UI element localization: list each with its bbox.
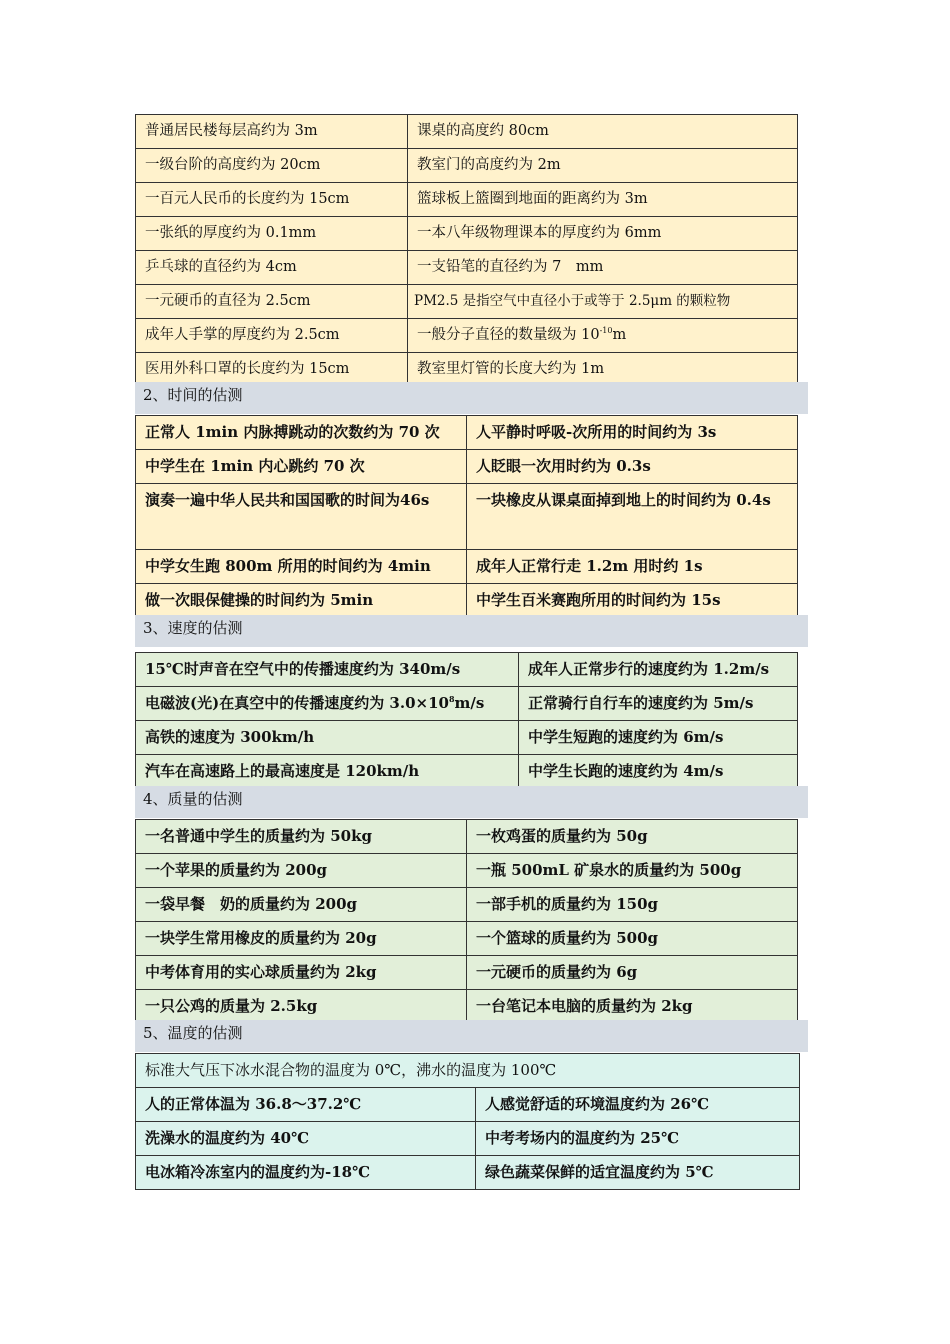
speed-estimation-table	[135, 652, 798, 789]
table-cell: 一部手机的质量约为 150g	[467, 888, 798, 922]
table-cell: 成年人正常步行的速度约为 1.2m/s	[519, 653, 798, 687]
table-row	[136, 450, 798, 484]
section-heading-time: 2、时间的估测	[135, 382, 808, 414]
table-row	[136, 285, 798, 319]
table-cell: 篮球板上篮圈到地面的距离约为 3m	[408, 183, 798, 217]
table-cell: 普通居民楼每层高约为 3m	[136, 115, 408, 149]
length-estimation-table-block	[135, 114, 798, 387]
table-cell: 一枚鸡蛋的质量约为 50g	[467, 820, 798, 854]
table-cell: 一张纸的厚度约为 0.1mm	[136, 217, 408, 251]
table-row	[136, 820, 798, 854]
table-row	[136, 217, 798, 251]
table-cell: 电冰箱冷冻室内的温度约为-18℃	[136, 1156, 476, 1190]
length-estimation-table	[135, 114, 798, 387]
table-row	[136, 251, 798, 285]
speed-estimation-table-block	[135, 652, 798, 789]
time-estimation-table	[135, 415, 798, 618]
section-heading-mass: 4、质量的估测	[135, 786, 808, 818]
table-cell: 一台笔记本电脑的质量约为 2kg	[467, 990, 798, 1024]
light-speed-exponent: 8	[448, 694, 455, 704]
table-row	[136, 416, 798, 450]
table-cell: 标准大气压下冰水混合物的温度为 0℃，沸水的温度为 100℃	[136, 1054, 800, 1088]
molecule-exponent: -10	[599, 326, 613, 335]
table-cell: 汽车在高速路上的最高速度是 120km/h	[136, 755, 519, 789]
molecule-text: 一般分子直径的数量级为 10	[417, 327, 600, 343]
table-cell: 一元硬币的质量约为 6g	[467, 956, 798, 990]
table-cell: 人的正常体温为 36.8～37.2℃	[136, 1088, 476, 1122]
section-heading-temperature: 5、温度的估测	[135, 1020, 808, 1052]
table-cell: 中学生在 1min 内心跳约 70 次	[136, 450, 467, 484]
table-cell: 中学生长跑的速度约为 4m/s	[519, 755, 798, 789]
table-cell: 洗澡水的温度约为 40℃	[136, 1122, 476, 1156]
table-cell: 绿色蔬菜保鲜的适宜温度约为 5℃	[476, 1156, 800, 1190]
table-cell: 一百元人民币的长度约为 15cm	[136, 183, 408, 217]
table-cell: 一块学生常用橡皮的质量约为 20g	[136, 922, 467, 956]
table-cell: 一名普通中学生的质量约为 50kg	[136, 820, 467, 854]
table-row	[136, 721, 798, 755]
table-row	[136, 1088, 800, 1122]
table-cell	[136, 687, 519, 721]
table-row	[136, 922, 798, 956]
table-cell: 中考体育用的实心球质量约为 2kg	[136, 956, 467, 990]
table-row	[136, 755, 798, 789]
table-cell: 正常人 1min 内脉搏跳动的次数约为 70 次	[136, 416, 467, 450]
table-cell: 一支铅笔的直径约为 7 mm	[408, 251, 798, 285]
table-row	[136, 1122, 800, 1156]
table-cell: 一个篮球的质量约为 500g	[467, 922, 798, 956]
table-row	[136, 115, 798, 149]
table-cell: 一本八年级物理课本的厚度约为 6mm	[408, 217, 798, 251]
table-row	[136, 956, 798, 990]
table-cell: 人眨眼一次用时约为 0.3s	[467, 450, 798, 484]
table-cell: 高铁的速度为 300km/h	[136, 721, 519, 755]
molecule-unit: m	[612, 327, 627, 343]
light-speed-unit: m/s	[454, 694, 485, 712]
temperature-estimation-table	[135, 1053, 800, 1190]
table-cell: 课桌的高度约 80cm	[408, 115, 798, 149]
mass-estimation-table-block	[135, 819, 798, 1024]
table-cell: 一个苹果的质量约为 200g	[136, 854, 467, 888]
table-row	[136, 854, 798, 888]
table-cell: 一块橡皮从课桌面掉到地上的时间约为 0.4s	[467, 484, 798, 550]
table-row	[136, 653, 798, 687]
table-row	[136, 687, 798, 721]
table-cell: 乒乓球的直径约为 4cm	[136, 251, 408, 285]
mass-estimation-table	[135, 819, 798, 1024]
temperature-estimation-table-block	[135, 1053, 800, 1190]
table-row	[136, 319, 798, 353]
table-row	[136, 584, 798, 618]
table-row	[136, 1156, 800, 1190]
table-cell: 正常骑行自行车的速度约为 5m/s	[519, 687, 798, 721]
table-cell: 一元硬币的直径为 2.5cm	[136, 285, 408, 319]
table-cell: 一级台阶的高度约为 20cm	[136, 149, 408, 183]
table-cell: 成年人手掌的厚度约为 2.5cm	[136, 319, 408, 353]
table-row	[136, 484, 798, 550]
table-cell: 中学生百米赛跑所用的时间约为 15s	[467, 584, 798, 618]
table-row	[136, 149, 798, 183]
table-cell: 中学生短跑的速度约为 6m/s	[519, 721, 798, 755]
table-row	[136, 888, 798, 922]
table-cell: PM2.5 是指空气中直径小于或等于 2.5μm 的颗粒物	[408, 285, 798, 319]
table-cell: 做一次眼保健操的时间约为 5min	[136, 584, 467, 618]
table-cell: 教室里灯管的长度大约为 1m	[408, 353, 798, 387]
table-cell: 演奏一遍中华人民共和国国歌的时间为46s	[136, 484, 467, 550]
table-cell: 一瓶 500mL 矿泉水的质量约为 500g	[467, 854, 798, 888]
time-estimation-table-block	[135, 415, 798, 618]
table-cell: 一只公鸡的质量为 2.5kg	[136, 990, 467, 1024]
light-speed-text: 电磁波(光)在真空中的传播速度约为 3.0×10	[145, 694, 449, 712]
table-cell: 一袋早餐 奶的质量约为 200g	[136, 888, 467, 922]
table-cell: 成年人正常行走 1.2m 用时约 1s	[467, 550, 798, 584]
table-row	[136, 550, 798, 584]
table-row	[136, 990, 798, 1024]
table-cell: 教室门的高度约为 2m	[408, 149, 798, 183]
table-cell: 医用外科口罩的长度约为 15cm	[136, 353, 408, 387]
table-cell: 15℃时声音在空气中的传播速度约为 340m/s	[136, 653, 519, 687]
table-cell: 人感觉舒适的环境温度约为 26℃	[476, 1088, 800, 1122]
table-row	[136, 183, 798, 217]
table-cell: 中考考场内的温度约为 25℃	[476, 1122, 800, 1156]
table-cell: 人平静时呼吸-次所用的时间约为 3s	[467, 416, 798, 450]
section-heading-speed: 3、速度的估测	[135, 615, 808, 647]
table-cell: 中学女生跑 800m 所用的时间约为 4min	[136, 550, 467, 584]
table-row	[136, 1054, 800, 1088]
table-cell	[408, 319, 798, 353]
